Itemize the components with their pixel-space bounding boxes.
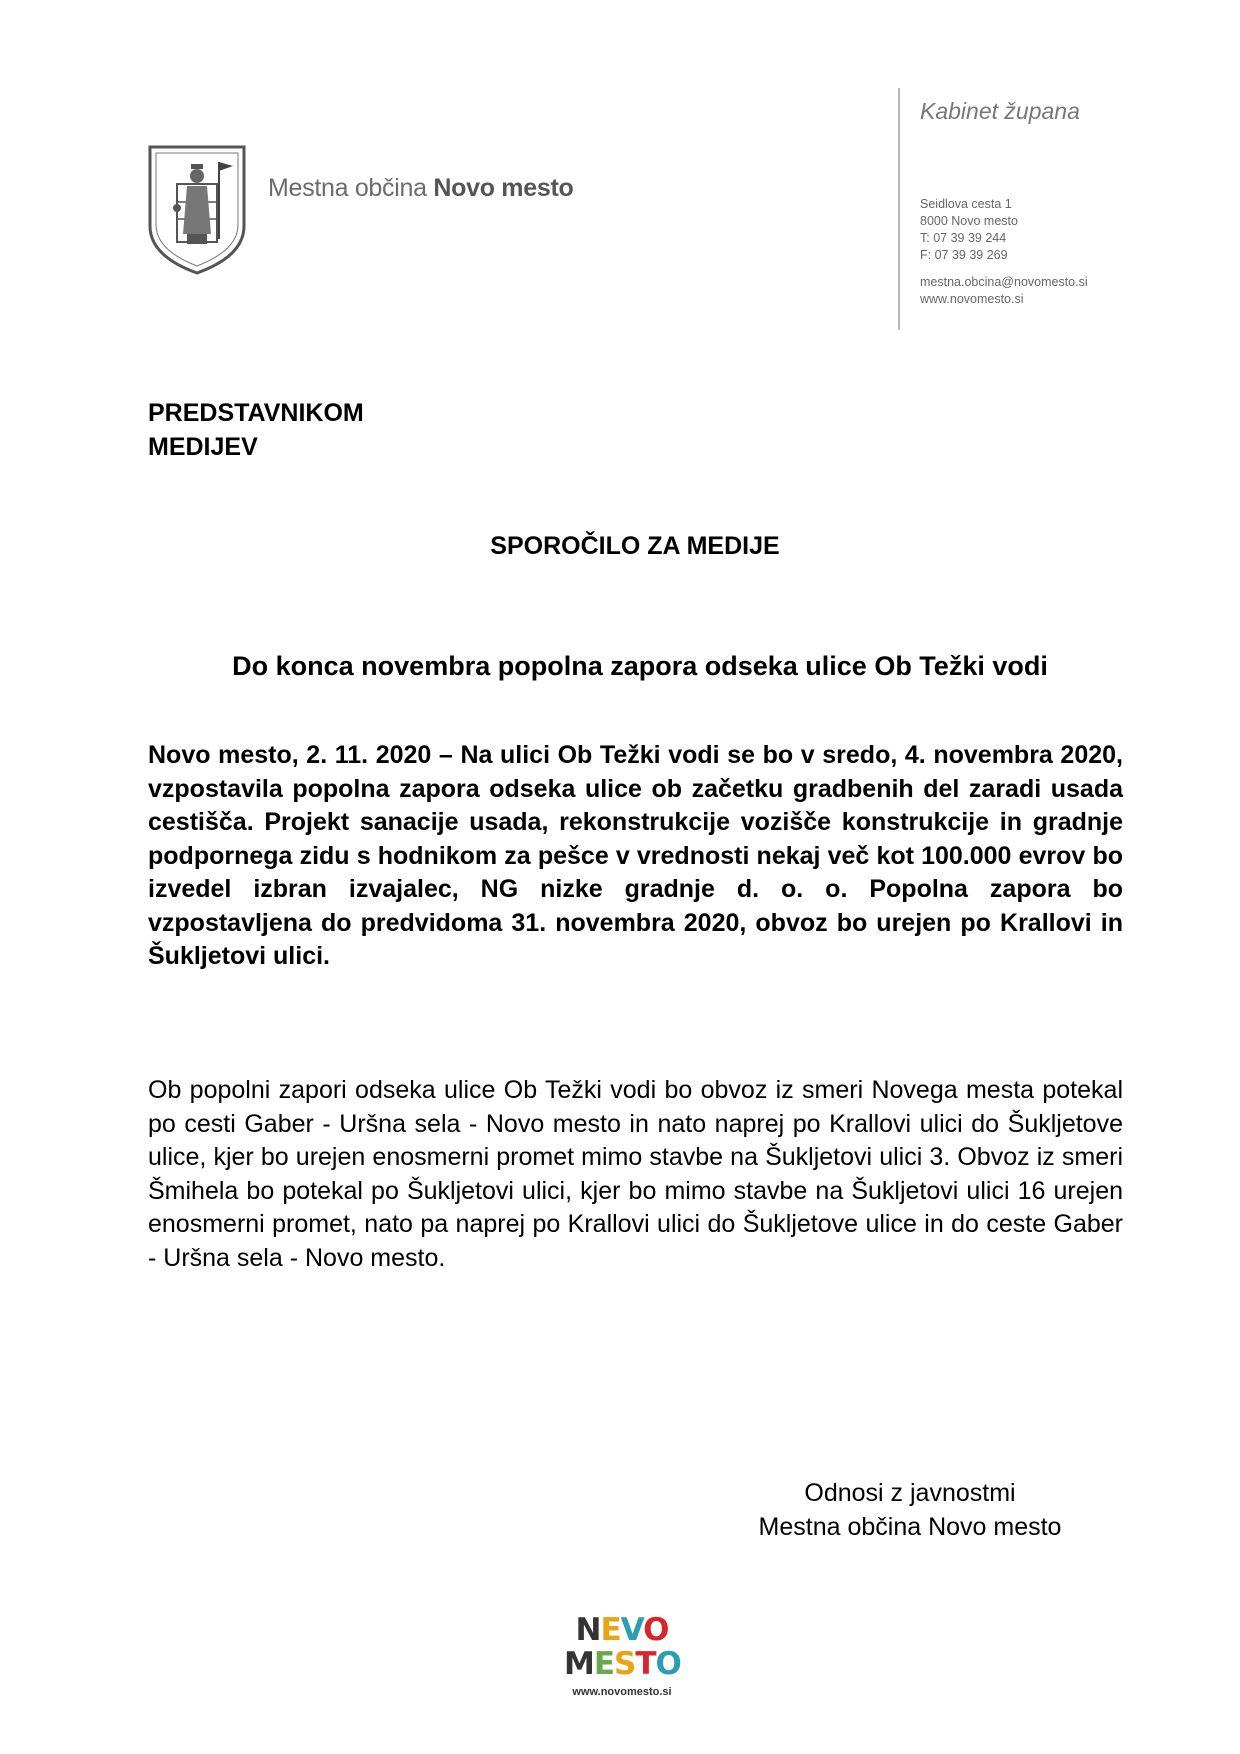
recipient-line-1: PREDSTAVNIKOM [148, 399, 364, 427]
brand-letter: V [620, 1612, 644, 1648]
contact-fax: F: 07 39 39 269 [920, 248, 1008, 262]
brand-letter: O [655, 1646, 681, 1682]
letterhead-divider [898, 88, 900, 330]
brand-letter: E [593, 1646, 615, 1682]
novo-mesto-brand-logo [564, 1612, 680, 1702]
brand-letter: E [600, 1612, 621, 1648]
brand-logo-row-1 [564, 1612, 680, 1648]
brand-letter: S [614, 1646, 636, 1682]
contact-phone: T: 07 39 39 244 [920, 231, 1007, 245]
contact-email: mestna.obcina@novomesto.si [920, 275, 1088, 289]
signature-line-1: Odnosi z javnostmi [804, 1479, 1016, 1507]
document-type: SPOROČILO ZA MEDIJE [490, 532, 780, 560]
lead-paragraph: Novo mesto, 2. 11. 2020 – Na ulici Ob Težki vodi se bo v sredo, 4. novembra 2020, vzpostavila popolna zapora odseka ulice ob začetku gradbenih del zaradi usada cestišča. Projekt sanacije usada, rekonstrukcije vozišče konstrukcije in gradnje podpornega zidu s hodnikom za pešce v vrednosti nekaj več kot 100.000 evrov bo izvedel izbran izvajalec, NG nizke gradnje d. o. o. Popolna zapora bo vzpostavljena do predvidoma 31. novembra 2020, obvoz bo urejen po Krallovi in Šukljetovi ulici. [148, 741, 1123, 970]
brand-logo-url: www.novomesto.si [572, 1686, 672, 1698]
recipient-block [148, 396, 364, 464]
brand-letter: M [564, 1646, 594, 1682]
municipality-name [268, 174, 573, 203]
brand-letter: T [635, 1646, 656, 1682]
municipality-name-bold: Novo mesto [433, 174, 574, 202]
contact-street: Seidlova cesta 1 [920, 197, 1012, 211]
contact-web: www.novomesto.si [920, 292, 1024, 306]
brand-letter: N [575, 1612, 601, 1648]
recipient-line-2: MEDIJEV [148, 433, 258, 461]
cabinet-title: Kabinet župana [920, 98, 1080, 124]
brand-letter: O [643, 1612, 669, 1648]
signature-block [700, 1476, 1120, 1544]
contact-block [920, 196, 1088, 308]
contact-city: 8000 Novo mesto [920, 214, 1018, 228]
headline: Do konca novembra popolna zapora odseka ulice Ob Težki vodi [232, 651, 1048, 681]
signature-line-2: Mestna občina Novo mesto [758, 1513, 1062, 1541]
brand-logo-row-2 [564, 1646, 680, 1682]
body-paragraph: Ob popolni zapori odseka ulice Ob Težki vodi bo obvoz iz smeri Novega mesta potekal po cesti Gaber - Uršna sela - Novo mesto in nato naprej po Krallovi ulici do Šukljetove ulice, kjer bo urejen enosmerni promet mimo stavbe na Šukljetovi ulici 3. Obvoz iz smeri Šmihela bo potekal po Šukljetovi ulici, kjer bo mimo stavbe na Šukljetovi ulici 16 urejen enosmerni promet, nato pa naprej po Krallovi ulici do Šukljetove ulice in do ceste Gaber - Uršna sela - Novo mesto. [148, 1076, 1123, 1272]
coat-of-arms-icon [147, 144, 247, 276]
municipality-prefix: Mestna občina [268, 174, 427, 202]
